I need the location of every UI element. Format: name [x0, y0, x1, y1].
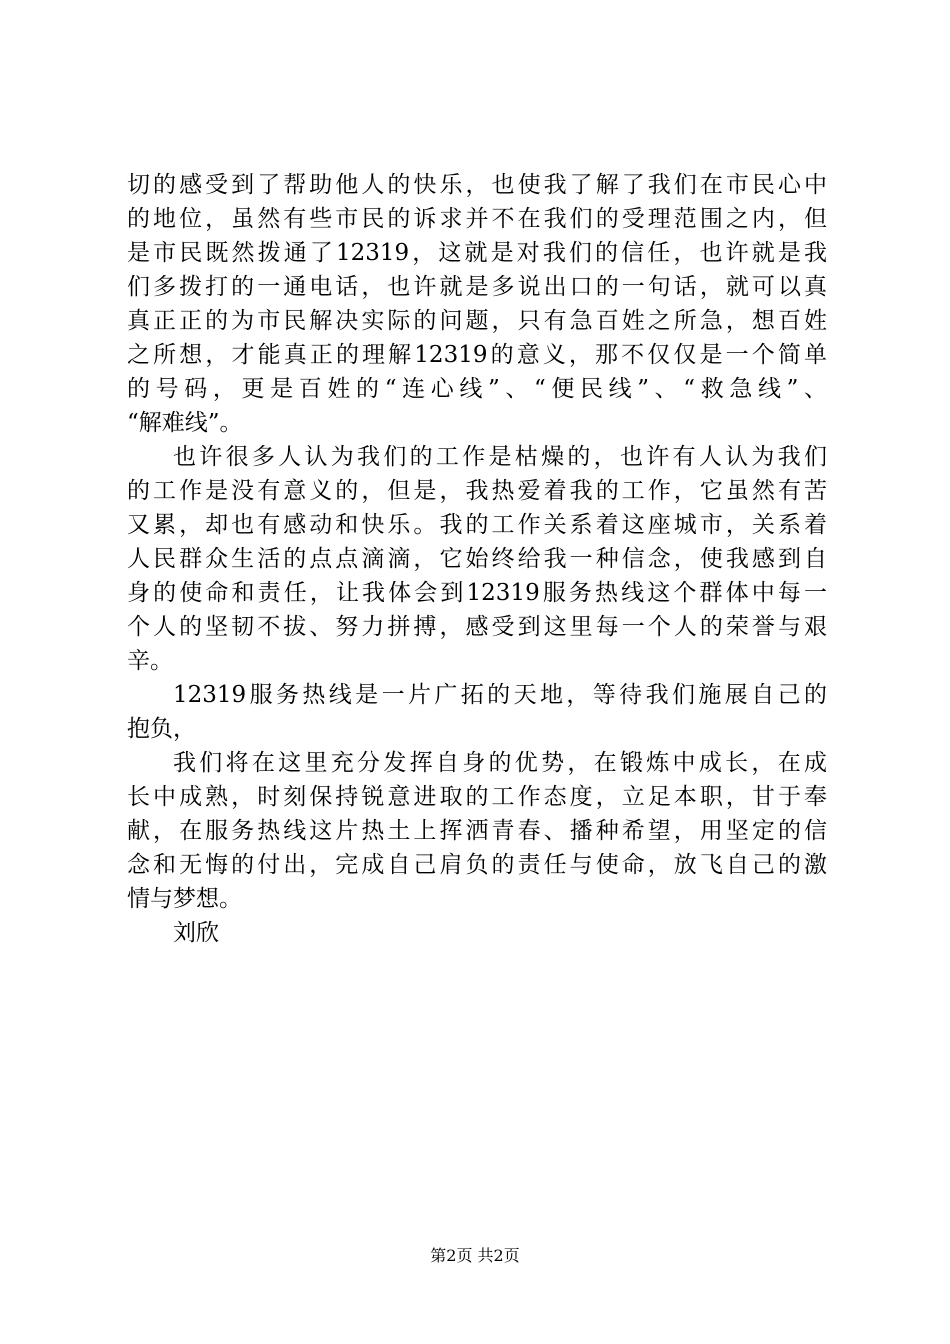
document-body	[127, 168, 827, 950]
text-line: 的地位，虽然有些市民的诉求并不在我们的受理范围之内，但	[127, 206, 827, 232]
text-line: 之所想，才能真正的理解12319的意义，那不仅仅是一个简单	[127, 342, 827, 368]
text-line: 们多拨打的一通电话，也许就是多说出口的一句话，就可以真	[127, 274, 827, 300]
paragraph-3	[127, 678, 827, 746]
text-line: 又累，却也有感动和快乐。我的工作关系着这座城市，关系着	[127, 512, 827, 538]
paragraph-2	[127, 440, 827, 678]
text-line: 辛。	[127, 648, 173, 674]
text-line: 12319服务热线是一片广拓的天地，等待我们施展自己的	[173, 682, 827, 708]
text-line: 我们将在这里充分发挥自身的优势，在锻炼中成长，在成	[173, 750, 827, 776]
text-line: “解难线”。	[127, 410, 243, 436]
text-line: 的号码，更是百姓的“连心线”、“便民线”、“救急线”、	[127, 376, 827, 402]
text-line: 也许很多人认为我们的工作是枯燥的，也许有人认为我们	[173, 444, 827, 470]
text-line: 切的感受到了帮助他人的快乐，也使我了解了我们在市民心中	[127, 172, 827, 198]
text-line: 抱负，	[127, 716, 196, 742]
text-line: 念和无悔的付出，完成自己肩负的责任与使命，放飞自己的激	[127, 852, 827, 878]
text-line: 长中成熟，时刻保持锐意进取的工作态度，立足本职，甘于奉	[127, 784, 827, 810]
page-number-footer: 第2页 共2页	[430, 1246, 520, 1265]
text-line: 人民群众生活的点点滴滴，它始终给我一种信念，使我感到自	[127, 546, 827, 572]
text-line: 真正正的为市民解决实际的问题，只有急百姓之所急，想百姓	[127, 308, 827, 334]
paragraph-1	[127, 168, 827, 440]
paragraph-4	[127, 746, 827, 916]
text-line: 献，在服务热线这片热土上挥洒青春、播种希望，用坚定的信	[127, 818, 827, 844]
text-line: 个人的坚韧不拔、努力拼搏，感受到这里每一个人的荣誉与艰	[127, 614, 827, 640]
text-line: 情与梦想。	[127, 886, 242, 912]
author-signature: 刘欣	[173, 920, 219, 946]
text-line: 的工作是没有意义的，但是，我热爱着我的工作，它虽然有苦	[127, 478, 827, 504]
text-line: 身的使命和责任，让我体会到12319服务热线这个群体中每一	[127, 580, 827, 606]
text-line: 是市民既然拨通了12319，这就是对我们的信任，也许就是我	[127, 240, 827, 266]
